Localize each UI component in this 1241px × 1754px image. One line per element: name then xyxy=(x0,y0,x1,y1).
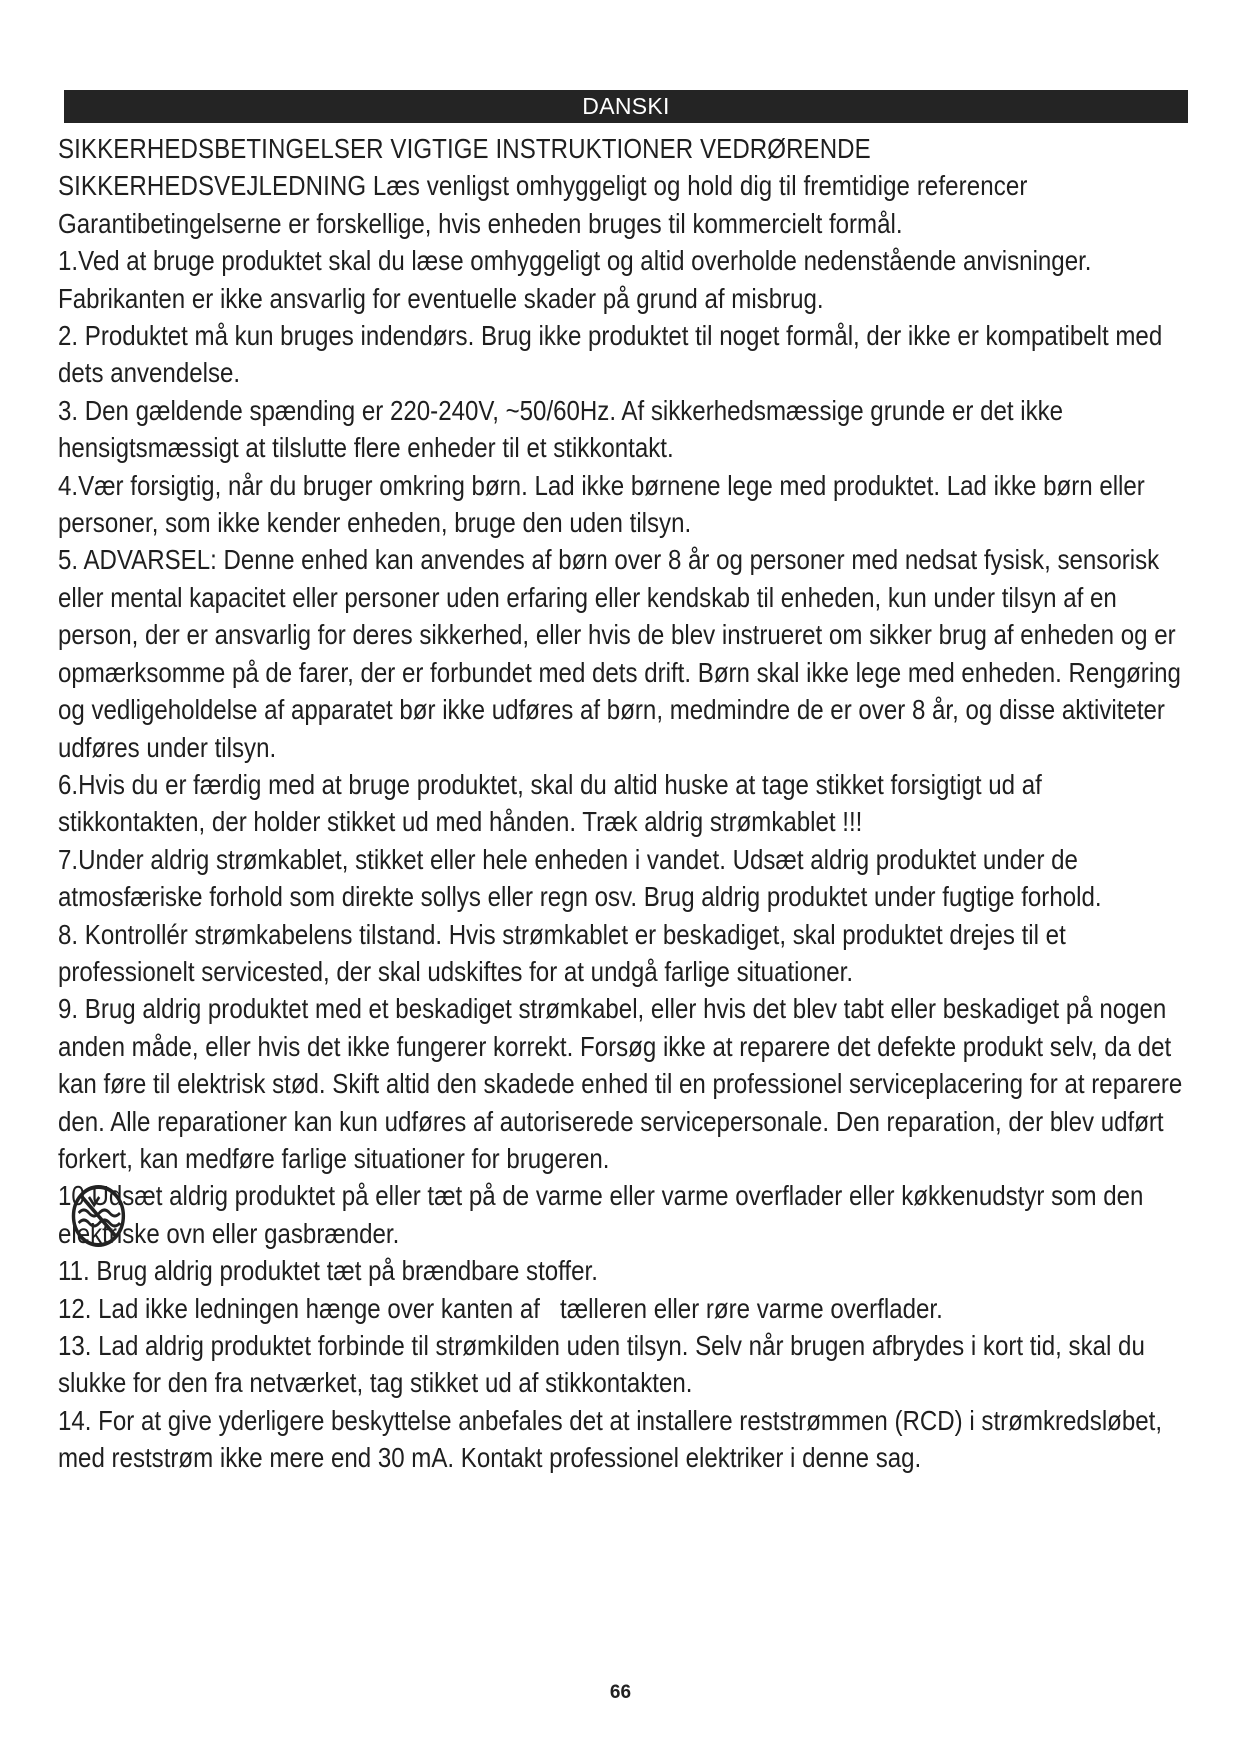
instruction-item-13: 13. Lad aldrig produktet forbinde til strømkilden uden tilsyn. Selv når brugen afbrydes i kort tid, skal du slukke for den fra netværket, tag stikket ud af stikkontakten. xyxy=(58,1330,1145,1399)
safety-instructions xyxy=(58,130,1193,1477)
instruction-item-10: 10.Udsæt aldrig produktet på eller tæt på de varme eller varme overflader eller køkkenudstyr som den elektriske ovn eller gasbrænder. xyxy=(58,1180,1144,1249)
instruction-item-6: 6.Hvis du er færdig med at bruge produktet, skal du altid huske at tage stikket forsigtigt ud af stikkontakten, der holder stikket ud med hånden. Træk aldrig strømkablet !!! xyxy=(58,768,1042,838)
instruction-item-3: 3. Den gældende spænding er 220-240V, ~50/60Hz. Af sikkerhedsmæssige grunde er det ikke hensigtsmæssigt at tilslutte flere enheder til et stikkontakt. xyxy=(58,394,1064,464)
intro-paragraph: Garantibetingelserne er forskellige, hvis enheden bruges til kommercielt formål. xyxy=(58,207,903,239)
heading-line-2: SIKKERHEDSVEJLEDNING Læs venligst omhyggeligt og hold dig til fremtidige referencer xyxy=(58,170,1028,202)
instruction-item-11: 11. Brug aldrig produktet tæt på brændbare stoffer. xyxy=(58,1255,598,1287)
no-water-prohibition-icon xyxy=(70,1183,127,1249)
instruction-item-7: 7.Under aldrig strømkablet, stikket eller hele enheden i vandet. Udsæt aldrig produktet under de atmosfæriske forhold som direkte sollys eller regn osv. Brug aldrig produktet under fugtige forhold. xyxy=(58,843,1102,913)
instruction-item-8: 8. Kontrollér strømkabelens tilstand. Hvis strømkablet er beskadiget, skal produktet drejes til et professionelt servicested, der skal udskiftes for at undgå farlige situationer. xyxy=(58,918,1066,987)
instruction-item-5: 5. ADVARSEL: Denne enhed kan anvendes af børn over 8 år og personer med nedsat fysisk, sensorisk eller mental kapacitet eller personer uden erfaring eller kendskab til enheden, kun under tilsyn af en person, der er ansvarlig for deres sikkerhed, eller hvis de blev instrueret om sikker brug af enheden og er opmærksomme på de farer, der er forbundet med dets drift. Børn skal ikke lege med enheden. Rengøring og vedligeholdelse af apparatet bør ikke udføres af børn, medmindre de er over 8 år, og disse aktiviteter udføres under tilsyn. xyxy=(58,544,1181,763)
instruction-item-1: 1.Ved at bruge produktet skal du læse omhyggeligt og altid overholde nedenstående anvisninger. Fabrikanten er ikke ansvarlig for eventuelle skader på grund af misbrug. xyxy=(58,245,1092,314)
language-header-bar xyxy=(64,90,1188,123)
heading-line-1: SIKKERHEDSBETINGELSER VIGTIGE INSTRUKTIONER VEDRØRENDE xyxy=(58,133,871,164)
instruction-item-12: 12. Lad ikke ledningen hænge over kanten af tælleren eller røre varme overflader. xyxy=(58,1292,943,1324)
page-number: 66 xyxy=(609,1682,632,1703)
instruction-item-4: 4.Vær forsigtig, når du bruger omkring børn. Lad ikke børnene lege med produktet. Lad ikke børn eller personer, som ikke kender enheden, bruge den uden tilsyn. xyxy=(58,469,1145,539)
instruction-item-10-wrapper xyxy=(58,1177,1193,1252)
instruction-item-2: 2. Produktet må kun bruges indendørs. Brug ikke produktet til noget formål, der ikke er kompatibelt med dets anvendelse. xyxy=(58,320,1163,389)
instruction-item-14: 14. For at give yderligere beskyttelse anbefales det at installere reststrømmen (RCD) i strømkredsløbet, med reststrøm ikke mere end 30 mA. Kontakt professionel elektriker i denne sag. xyxy=(58,1404,1163,1474)
language-label: DANSKI xyxy=(582,93,670,119)
instruction-item-9: 9. Brug aldrig produktet med et beskadiget strømkabel, eller hvis det blev tabt eller beskadiget på nogen anden måde, eller hvis det ikke fungerer korrekt. Forsøg ikke at reparere det defekte produkt selv, da det kan føre til elektrisk stød. Skift altid den skadede enhed til en professionel serviceplacering for at reparere den. Alle reparationer kan kun udføres af autoriserede servicepersonale. Den reparation, der blev udført forkert, kan medføre farlige situationer for brugeren. xyxy=(58,993,1183,1174)
